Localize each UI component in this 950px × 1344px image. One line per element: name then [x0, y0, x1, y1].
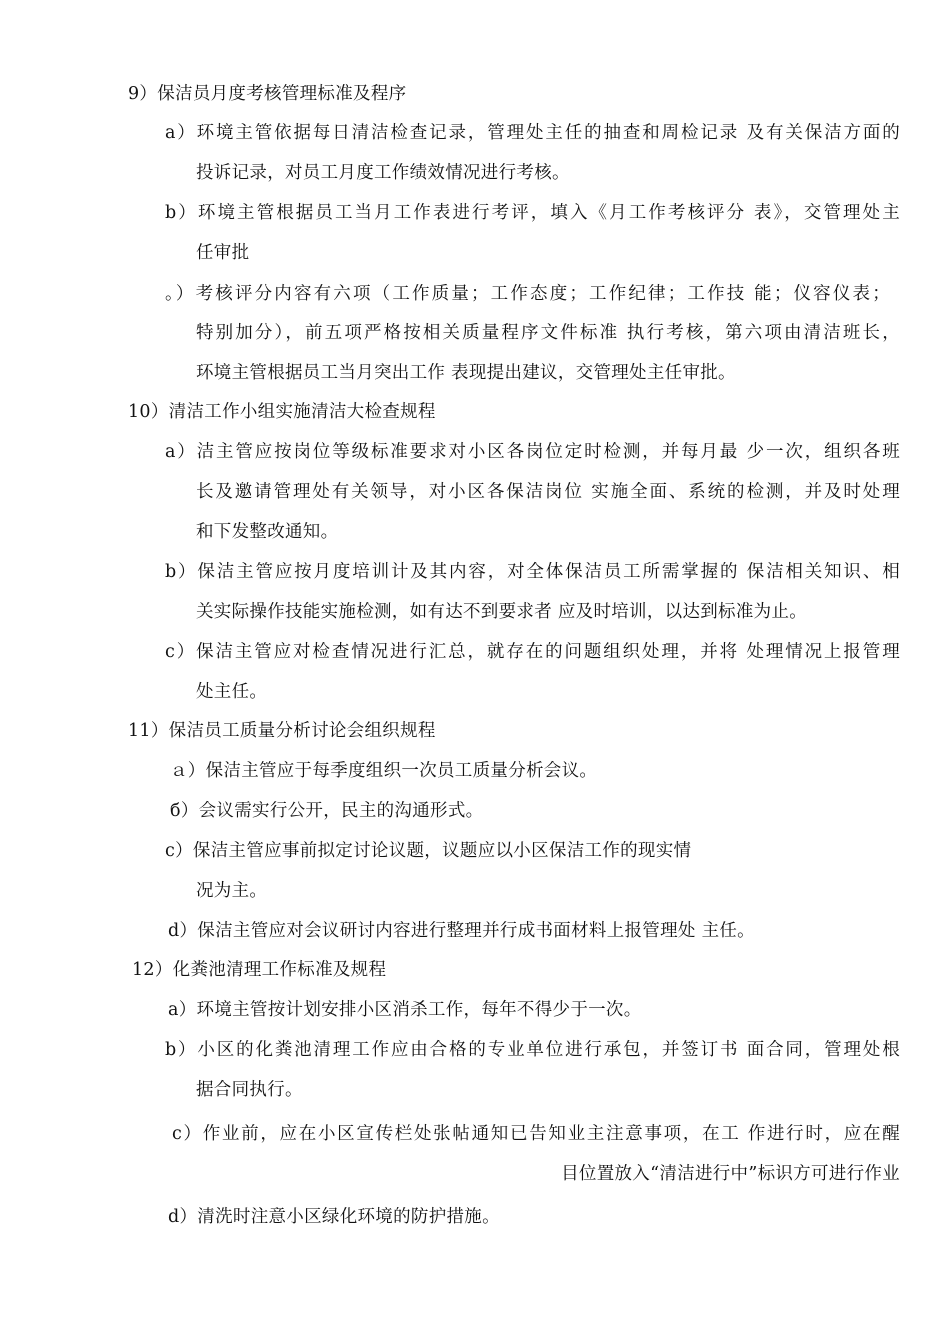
item-10b-line2: 关实际操作技能实施检测，如有达不到要求者 应及时培训，以达到标准为止。	[196, 602, 808, 622]
item-10a-line3: 和下发整改通知。	[196, 522, 339, 542]
item-10b-line1: b）保洁主管应按月度培训计及其内容，对全体保洁员工所需掌握的 保洁相关知识、相	[165, 562, 900, 582]
item-10c-line1: c）保洁主管应对检查情况进行汇总，就存在的问题组织处理，并将 处理情况上报管理	[165, 642, 900, 662]
item-9b-line2: 任审批	[196, 243, 250, 263]
item-10a-line1: a）洁主管应按岗位等级标准要求对小区各岗位定时检测，并每月最 少一次，组织各班	[165, 442, 900, 462]
item-9c-line2: 特别加分），前五项严格按相关质量程序文件标准 执行考核，第六项由清洁班长，	[196, 323, 900, 343]
item-12a: a）环境主管按计划安排小区消杀工作，每年不得少于一次。	[168, 1000, 642, 1020]
item-11d: d）保洁主管应对会议研讨内容进行整理并行成书面材料上报管理处 主任。	[168, 921, 755, 941]
item-9a-line2: 投诉记录，对员工月度工作绩效情况进行考核。	[196, 163, 570, 183]
item-11c-line2: 况为主。	[196, 881, 268, 901]
item-11b: б）会议需实行公开，民主的沟通形式。	[170, 801, 484, 821]
section-heading-11: 11）保洁员工质量分析讨论会组织规程	[128, 721, 436, 741]
item-11c-line1: c）保洁主管应事前拟定讨论议题，议题应以小区保洁工作的现实情	[165, 841, 692, 861]
item-10c-line2: 处主任。	[196, 682, 268, 702]
item-9b-line1: b）环境主管根据员工当月工作表进行考评，填入《月工作考核评分 表》，交管理处主	[165, 203, 900, 223]
item-12d: d）清洗时注意小区绿化环境的防护措施。	[168, 1207, 500, 1227]
section-heading-10: 10）清洁工作小组实施清洁大检查规程	[128, 402, 436, 422]
item-12b-line2: 据合同执行。	[196, 1080, 303, 1100]
item-12b-line1: b）小区的化粪池清理工作应由合格的专业单位进行承包，并签订书 面合同，管理处根	[165, 1040, 900, 1060]
section-heading-12: 12）化粪池清理工作标准及规程	[132, 960, 387, 980]
item-9c-line3: 环境主管根据员工当月突出工作 表现提出建议，交管理处主任审批。	[196, 363, 736, 383]
section-heading-9: 9）保洁员月度考核管理标准及程序	[128, 84, 407, 104]
item-10a-line2: 长及邀请管理处有关领导，对小区各保洁岗位 实施全面、系统的检测，并及时处理	[196, 482, 900, 502]
item-9a-line1: a）环境主管依据每日清洁检查记录，管理处主任的抽查和周检记录 及有关保洁方面的	[165, 123, 900, 143]
item-9c-line1: 。）考核评分内容有六项（工作质量；工作态度；工作纪律；工作技 能；仪容仪表；	[165, 284, 890, 304]
item-12c-line2: 目位置放入“清洁进行中”标识方可进行作业	[561, 1164, 900, 1184]
item-11a: ａ）保洁主管应于每季度组织一次员工质量分析会议。	[170, 761, 598, 781]
item-12c-line1: c）作业前，应在小区宣传栏处张帖通知已告知业主注意事项，在工 作进行时，应在醒	[172, 1124, 900, 1144]
